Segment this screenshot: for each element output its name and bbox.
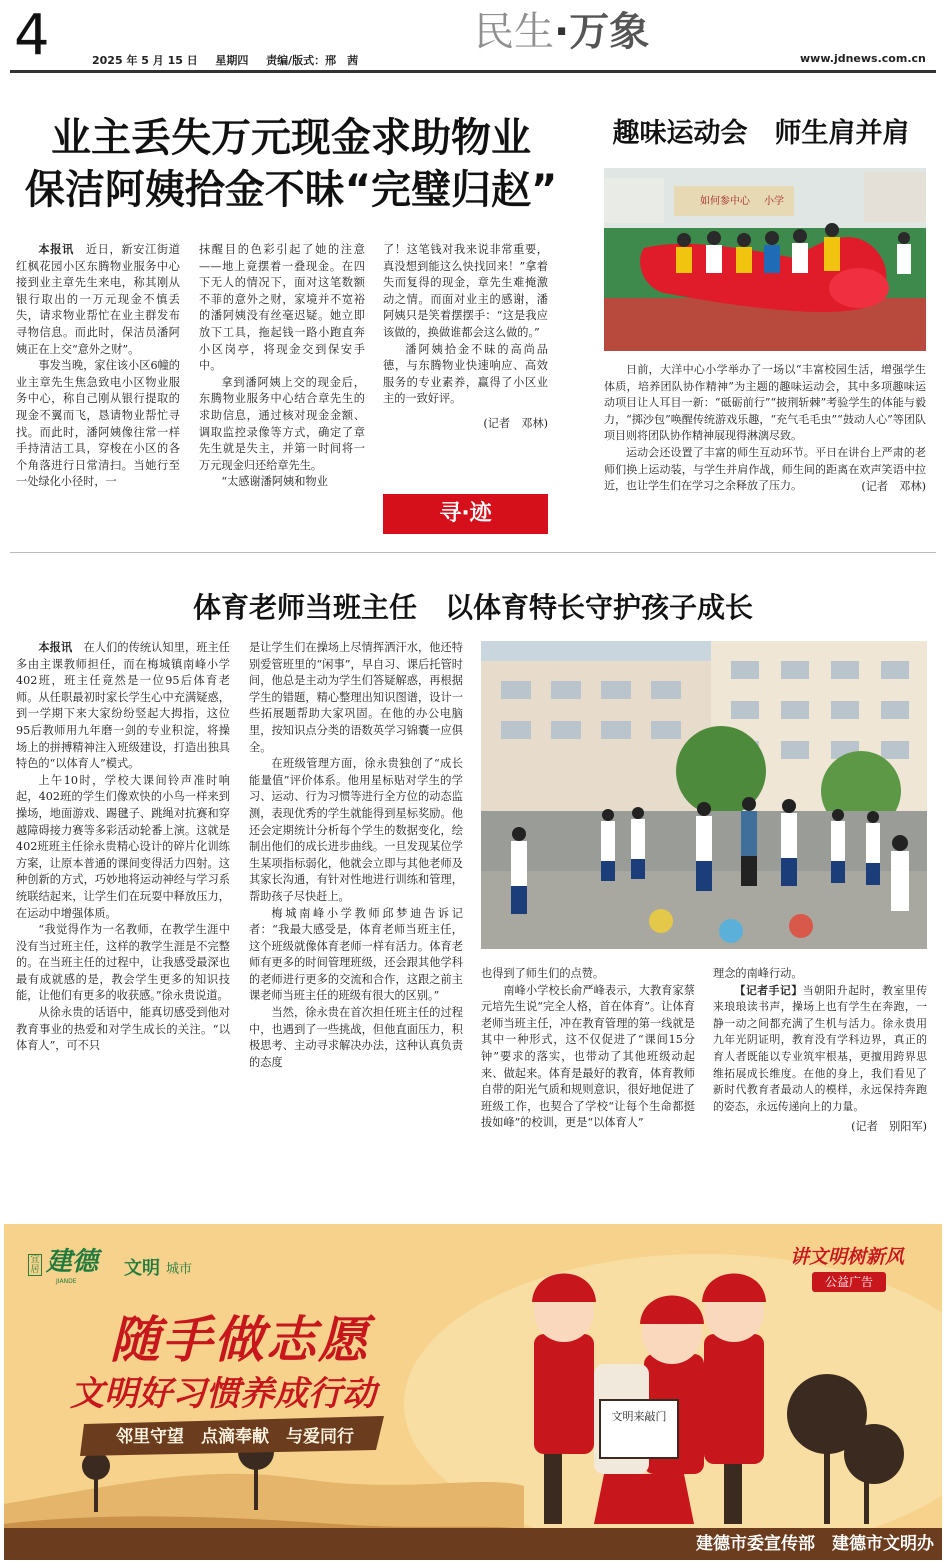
logo-text-wenming: 文明 xyxy=(124,1258,160,1279)
section-title-a: 民生 xyxy=(474,9,554,55)
ad-headline-2: 文明好习惯养成行动 xyxy=(70,1374,376,1414)
jiande-civilization-logo xyxy=(28,1248,228,1284)
page-number: 4 xyxy=(14,3,50,68)
article1-col1-p2: 事发当晚，家住该小区6幢的业主章先生焦急致电小区物业服务中心，称自己刚从银行提取的现金不翼而飞，恳请物业帮忙寻找。而此时，潘阿姨像往常一样手持清洁工具，穿梭在小区的各个角落进行日常清扫。当她行至一处绿化小径时，一 xyxy=(16,359,180,489)
article1-col3-p1: 了！这笔钱对我来说非常重要，真没想到能这么快找回来！”拿着失而复得的现金，章先生难掩激动之情。而面对业主的感谢，潘阿姨只是笑着摆摆手：“这是我应该做的，换做谁都会这么做的。” xyxy=(383,243,548,339)
article1-title-line2: 保洁阿姨拾金不昧“完璧归赵” xyxy=(24,167,558,213)
sports-day-photo xyxy=(604,168,926,351)
public-service-ad xyxy=(4,1224,942,1560)
article1-col1-p1: 近日，新安江街道红枫花园小区东腾物业服务中心接到业主章先生来电，称其刚从银行取出的一万元现金不慎丢失，请求物业帮忙在业主群发布寻物信息。而此时，保洁员潘阿姨正在上交“意外之财”。 xyxy=(16,243,180,356)
masthead-rule xyxy=(10,70,936,73)
playground-photo xyxy=(481,641,927,949)
reporter-note-text: 当朝阳升起时，教室里传来琅琅读书声，操场上也有学生在奔跑，一静一动之间都充满了生机与活力。徐永贵用九年光阴证明，教育没有学科边界，真正的育人者既能以专业筑牢根基，更擅用跨界思维拓展成长维度。在他的身上，我们看见了新时代教育者最动人的模样，永远保持奔跑的姿态，永远传递向上的力量。 xyxy=(713,983,928,1113)
ad-badge-sub: 公益广告 xyxy=(812,1272,886,1292)
article2-body xyxy=(604,362,926,495)
article3-col2-p2: 在班级管理方面，徐永贵独创了“成长能量值”评价体系。他用星标贴对学生的学习、运动、行为习惯等进行全方位的动态监测，表现优秀的学生就能得到星标奖励。他还会定期统计分析每个学生的数据变化，绘制出他们的成长进步曲线。一旦发现某位学生某项指标弱化，他就会立即与其他老师及其家长沟通，有针对性地进行训练和管理，帮助孩子尽快赶上。 xyxy=(249,757,463,903)
article3-lead: 本报讯 xyxy=(38,641,73,654)
ad-sponsor: 建德市委宣传部 建德市文明办 xyxy=(696,1534,934,1554)
article3-col3-p1: 也得到了师生们的点赞。 xyxy=(481,967,605,980)
article3-col3 xyxy=(481,966,695,1132)
issue-weekday: 星期四 xyxy=(215,54,249,67)
article1-col2-p3: “太感谢潘阿姨和物业 xyxy=(221,475,328,489)
article1-col2-p1: 抹醒目的色彩引起了她的注意——地上竟摆着一叠现金。在四下无人的情况下，面对这笔数额不菲的意外之财，家境并不宽裕的潘阿姨没有丝毫迟疑。她立即放下工具，拖起钱一路小跑直奔小区岗亭，将现金交到保安手中。 xyxy=(199,243,365,373)
article2-byline: (记者 邓林) xyxy=(861,479,926,493)
issue-date: 2025 年 5 月 15 日 xyxy=(92,54,198,67)
article1-lead: 本报讯 xyxy=(38,243,74,256)
article1-col2-p2: 拿到潘阿姨上交的现金后，东腾物业服务中心结合章先生的求助信息，通过核对现金金额、调取监控录像等方式，确定了章先生就是失主，并第一时间将一万元现金归还给章先生。 xyxy=(199,375,365,472)
article3-col2 xyxy=(249,640,463,1071)
article1-col1 xyxy=(16,242,180,491)
article2-title: 趣味运动会 师生肩并肩 xyxy=(612,118,910,149)
article3-col2-p4: 当然，徐永贵在首次担任班主任的过程中，也遇到了一些挑战，但他直面压力，积极思考、主动寻求解决办法，这种认真负责的态度 xyxy=(249,1006,463,1069)
article1-col3-p2: 潘阿姨拾金不昧的高尚品德，与东腾物业快速响应、高效服务的专业素养，赢得了小区业主的一致好评。 xyxy=(383,342,548,406)
editor-credit: 责编/版式：邢 茜 xyxy=(266,54,359,67)
article3-col3-p2: 南峰小学校长俞严峰表示，大教育家蔡元培先生说“完全人格，首在体育”。让体育老师当班主任，冲在教育管理的第一线就是其中一种形式，这不仅促进了“课间15分钟”要求的落实，也带动了其他班级动起来、做起来。体育是最好的教育，体育教师自带的阳光气质和规则意识，很好地促进了班级工作，也契合了学校“让每个生命都挺拔如峰”的校训，更是“以体育人” xyxy=(481,983,695,1130)
article3-col4-p1: 理念的南峰行动。 xyxy=(713,967,803,980)
logo-sub-text: JIANDE xyxy=(56,1278,77,1285)
article3-col1-p1: 在人们的传统认知里，班主任多由主课教师担任，而在梅城镇南峰小学402班，班主任竟然是一位95后体育老师。从任职最初时家长学生心中充满疑惑，到一学期下来大家纷纷竖起大拇指，这位95后教师用九年磨一剑的专业积淀，将操场上的拼搏精神注入班级建设，打造出独具特色的“以体育人”模式。 xyxy=(16,641,230,771)
photo-sign-text-1: 如何参中心 xyxy=(700,196,750,207)
article3-col2-p1: 是让学生们在操场上尽情挥洒汗水，他还特别爱管班里的“闲事”，早自习、课后托管时间，他总是主动为学生们答疑解惑，再根据学生的错题，精心整理出知识图谱，设计一些拓展题帮助大家巩固。在他的办公电脑里，按知识点分类的语数英学习锦囊一应俱全。 xyxy=(249,641,463,754)
ad-badge-title: 讲文明树新风 xyxy=(790,1246,905,1268)
issue-date-line xyxy=(92,52,358,68)
section-title-b: 万象 xyxy=(569,9,650,55)
playground-photo-image xyxy=(481,641,927,949)
photo-sign-text-2: 小学 xyxy=(764,196,784,207)
logo-big-text: 建德 xyxy=(46,1247,99,1277)
section-title xyxy=(474,8,649,56)
ad-slogan: 邻里守望 点滴奉献 与爱同行 xyxy=(116,1427,354,1447)
article1-title xyxy=(10,112,572,216)
article1-col2 xyxy=(199,242,365,491)
article1-byline: (记者 邓林) xyxy=(483,416,548,430)
column-tag: 寻·迹 xyxy=(383,494,548,534)
article3-col1 xyxy=(16,640,230,1055)
article3-col4 xyxy=(713,966,927,1136)
article3-col1-p4: 从徐永贵的话语中，能真切感受到他对教育事业的热爱和对学生成长的关注。“以体育人”，可不只 xyxy=(16,1006,230,1053)
reporter-note-label: 【记者手记】 xyxy=(734,983,803,997)
article2-p1: 日前，大洋中心小学举办了一场以“丰富校园生活，增强学生体质，培养团队协作精神”为主题的趣味运动会，其中多项趣味运动项目让人耳目一新：“砥砺前行”“披荆斩棘”考验学生的体能与毅力，“掷沙包”唤醒传统游戏乐趣，“充气毛毛虫”“鼓动人心”等团队项目则将团队协作精神展现得淋漓尽致。 xyxy=(604,363,926,443)
volunteer-sign-text: 文明来敲门 xyxy=(611,1410,667,1423)
logo-badge-small: 宜居 xyxy=(28,1254,42,1276)
ad-headline-1: 随手做志愿 xyxy=(110,1311,370,1369)
sports-day-photo-image xyxy=(604,168,926,351)
article3-col2-p3: 梅城南峰小学教师邱梦迪告诉记者：“我最大感受是，体育老师当班主任，这个班级就像体育老师一样有活力。体育老师有更多的时间管理班级，还会跟其他学科的老师进行更多的交流和合作，这跟之前主课老师当班主任的班级有很大的区别。” xyxy=(249,906,463,1003)
article1-title-line1: 业主丢失万元现金求助物业 xyxy=(51,115,531,161)
article1-col3 xyxy=(383,242,548,433)
article3-col1-p2: 上午10时，学校大课间铃声准时响起，402班的学生们像欢快的小鸟一样来到操场，地面游戏、踢毽子、跳绳对抗赛和穿越障碍接力赛等多彩活动轮番上演。这就是402班班主任徐永贵精心设计的碎片化训练方案，让原本普通的课间变得活力四射。这种创新的方式，巧妙地将运动神经与学习系统联结起来，让学生们在玩耍中释放压力，在运动中增强体质。 xyxy=(16,773,230,920)
logo-text-city: 城市 xyxy=(166,1262,193,1277)
article3-col1-p3: “我觉得作为一名教师，在教学生涯中没有当过班主任，这样的教学生涯是不完整的。在当班主任的过程中，让我感受最深也最有成就感的是，教会学生更多的知识技能，让他们有更多的收获感。”徐永贵说道。 xyxy=(16,923,230,1003)
article2-p2: 运动会还设置了丰富的师生互动环节。平日在讲台上严肃的老师们换上运动装，与学生并肩作战，师生间的距离在欢声笑语中拉近，也让学生们在学习之余释放了压力。 xyxy=(604,445,926,493)
website-url: www.jdnews.com.cn xyxy=(800,52,926,65)
section-title-dot: · xyxy=(554,9,570,55)
article3-title: 体育老师当班主任 以体育特长守护孩子成长 xyxy=(192,591,753,624)
section-divider xyxy=(10,552,936,553)
article3-byline: (记者 别阳军) xyxy=(851,1120,927,1134)
